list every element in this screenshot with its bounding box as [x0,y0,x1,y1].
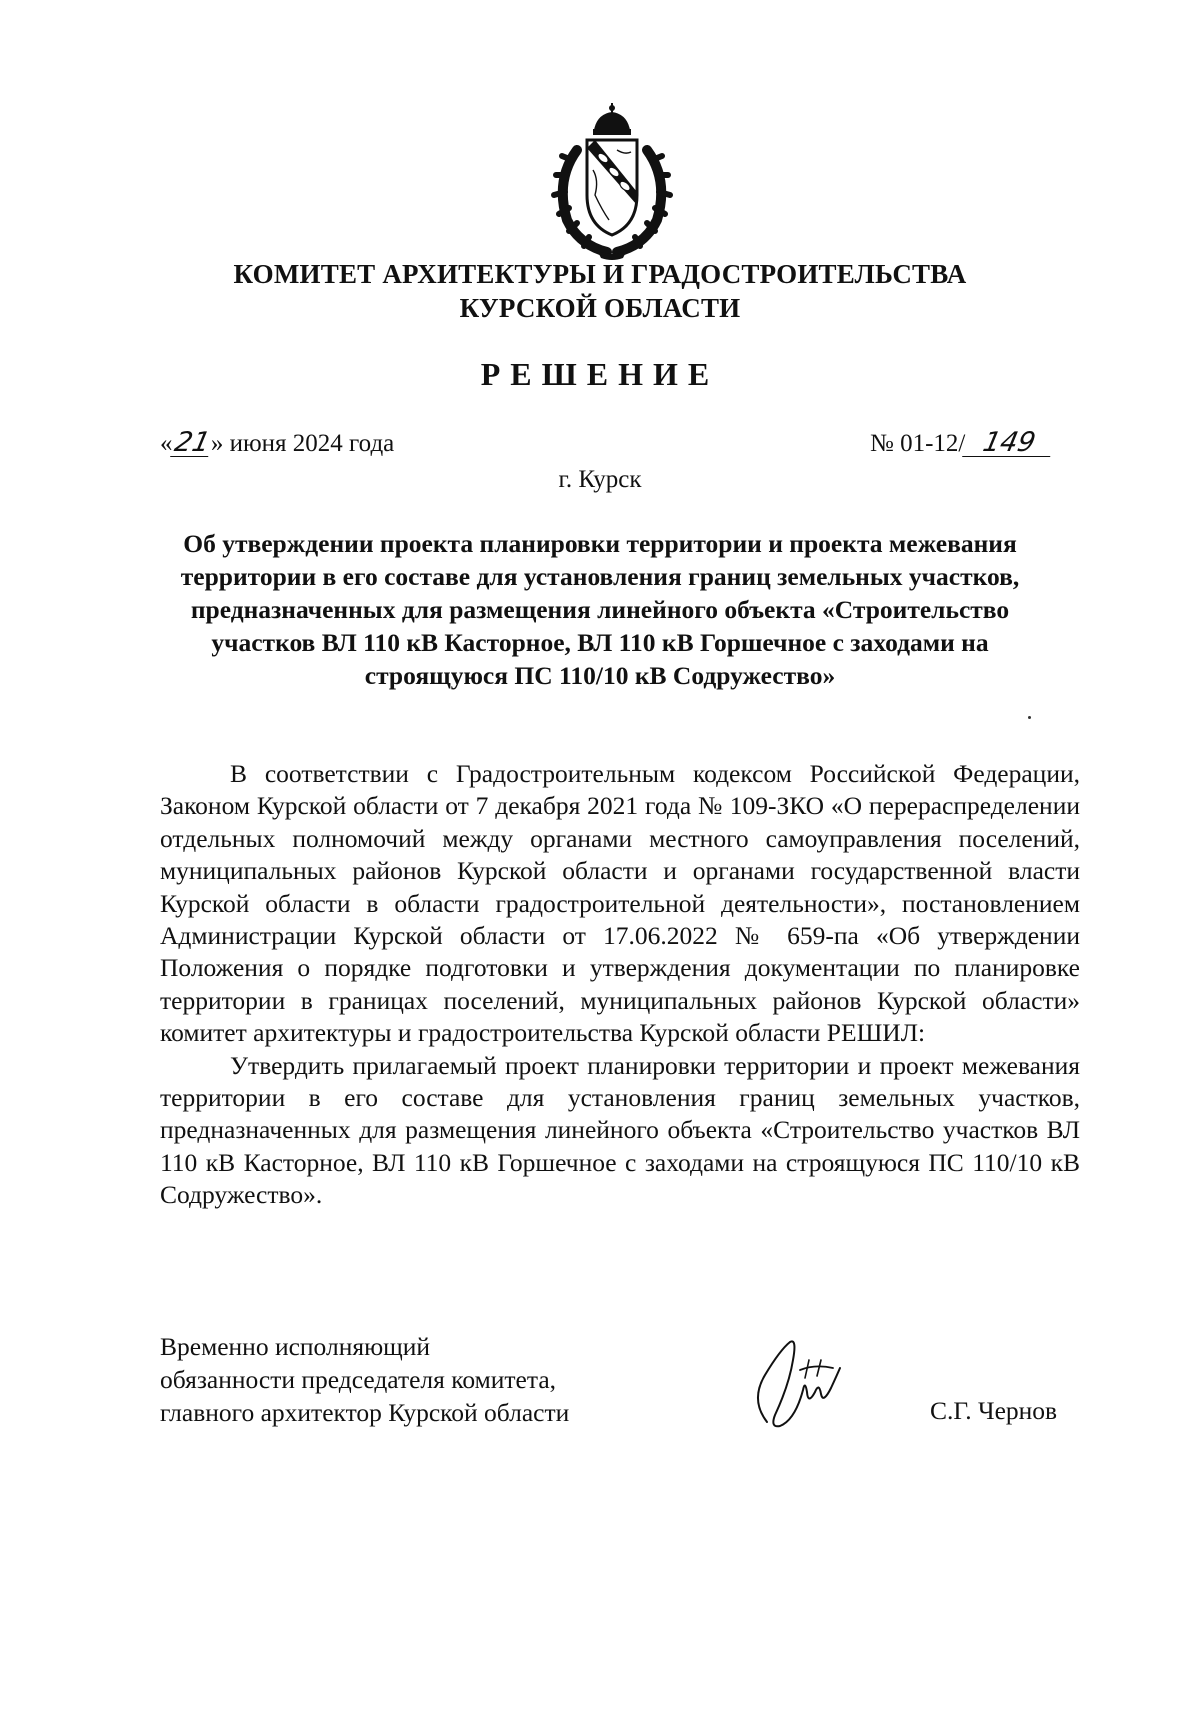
handwritten-signature-icon [745,1330,855,1440]
position-line-1: Временно исполняющий [160,1332,431,1361]
body-paragraph-1: В соответствии с Градостроительным кодексом Российской Федерации, Законом Курской области от 7 декабря 2021 года № 109-ЗКО «О перераспределении отдельных полномочий между органами местного самоуправления поселений, муниципальных районов Курской области и органами государственной власти Курской области в области градостроительной деятельности», постановлением Администрации Курской области от 17.06.2022 № 659-па «Об утверждении Положения о порядке подготовки и утверждения документации по планировке территории в границах поселений, муниципальных районов Курской области» комитет архитектуры и градостроительства Курской области РЕШИЛ: [160,759,1080,1048]
document-number [870,427,1053,458]
number-prefix: № 01-12/ [870,430,966,457]
org-name-line1: КОМИТЕТ АРХИТЕКТУРЫ И ГРАДОСТРОИТЕЛЬСТВА [233,259,967,289]
document-date [160,427,395,458]
document-body [160,758,1080,1212]
city-name: г. Курск [558,466,642,493]
document-subject: Об утверждении проекта планировки территории и проекта межевания территории в его составе для установления границ земельных участков, предназначенных для размещения линейного объекта «Строительство участков ВЛ 110 кВ Касторное, ВЛ 110 кВ Горшечное с заходами на строящуюся ПС 110/10 кВ Содружество» [180,529,1020,690]
position-line-2: обязанности председателя комитета, [160,1365,557,1394]
signer-name: С.Г. Чернов [930,1396,1058,1425]
date-rest: » июня 2024 года [210,430,395,457]
document-type-title: РЕШЕНИЕ [480,356,720,392]
date-open-quote: « [160,430,173,457]
date-day-handwritten: 21 [171,427,213,458]
org-name-line2: КУРСКОЙ ОБЛАСТИ [459,293,741,323]
scan-speck [1028,716,1031,719]
body-paragraph-2: Утвердить прилагаемый проект планировки территории и проект межевания территории в его составе для установления границ земельных участков, предназначенных для размещения линейного объекта «Строительство участков ВЛ 110 кВ Касторное, ВЛ 110 кВ Горшечное с заходами на строящуюся ПС 110/10 кВ Содружество». [160,1050,1080,1210]
position-line-3: главного архитектор Курской области [160,1398,570,1427]
number-value-handwritten: 149 [963,430,1057,457]
signatory-position [160,1330,569,1429]
coat-of-arms-icon [547,100,677,260]
